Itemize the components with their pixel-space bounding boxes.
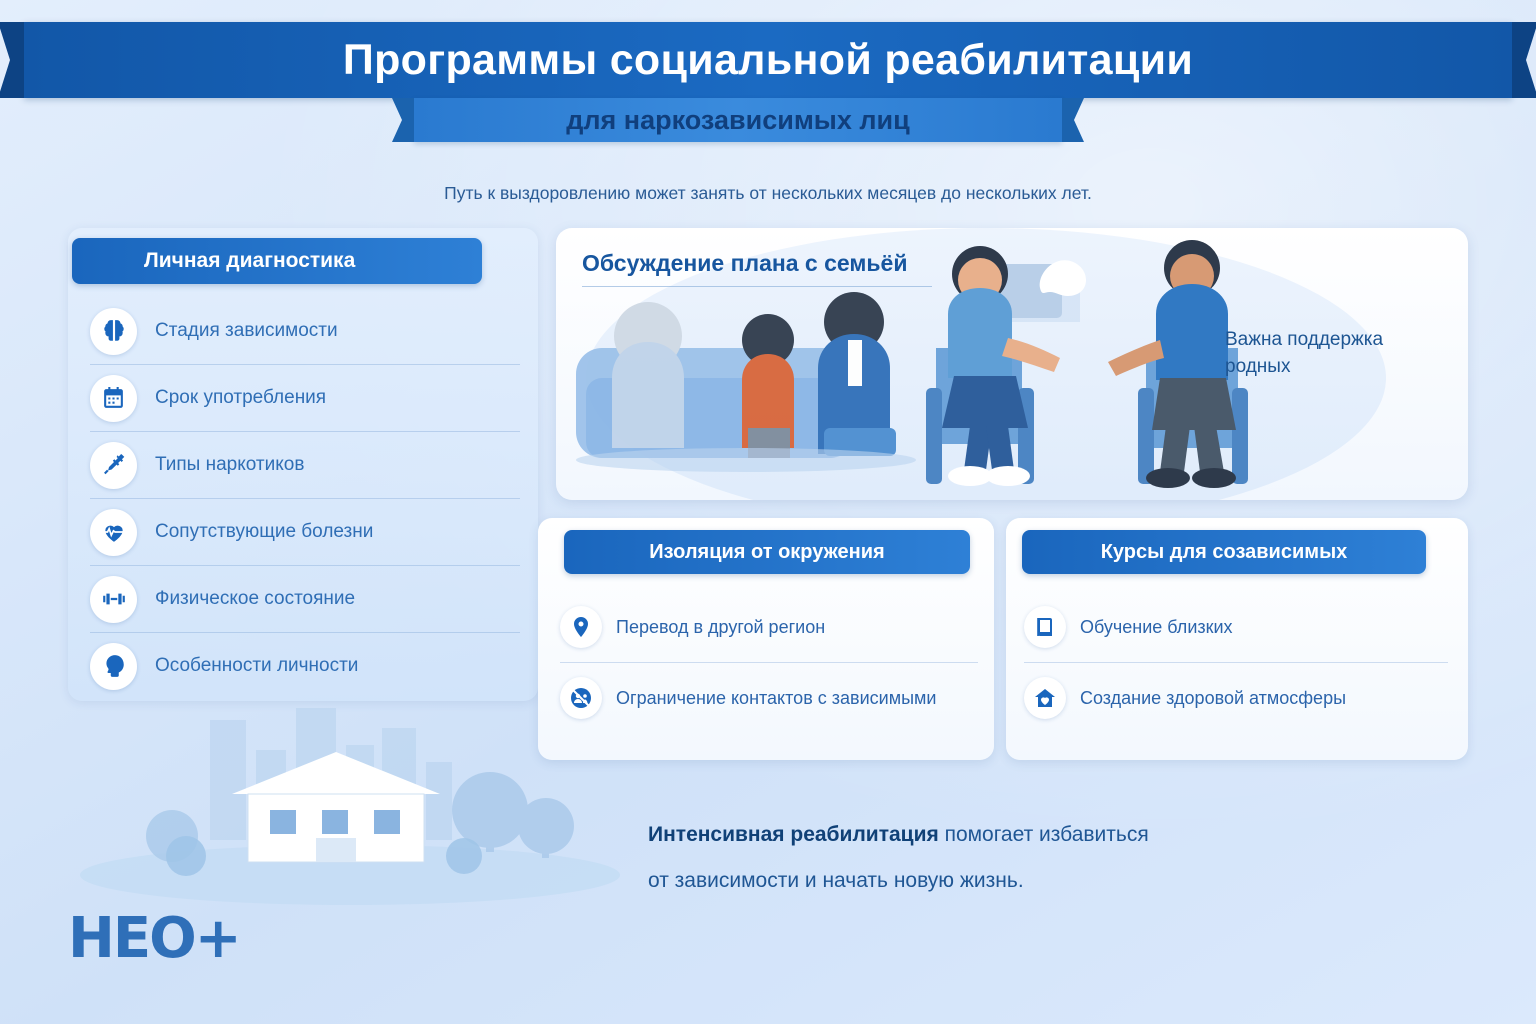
page-title: Программы социальной реабилитации [342, 35, 1194, 84]
isolation-heading-bar [564, 530, 970, 574]
list-item-label: Срок употребления [155, 387, 327, 408]
diagnostics-list [90, 298, 520, 699]
diagnostics-heading: Личная диагностика [144, 249, 356, 272]
list-item-label: Стадия зависимости [155, 320, 338, 341]
family-card-note: Важна поддержка родных [1225, 329, 1384, 377]
footer-line2: от зависимости и начать новую жизнь. [648, 869, 1024, 892]
divider [582, 286, 932, 287]
header-ribbon [24, 22, 1512, 98]
dumbbell-icon [90, 576, 137, 623]
codependent-heading-bar [1022, 530, 1426, 574]
syringe-icon [90, 442, 137, 489]
heart-pulse-icon [90, 509, 137, 556]
list-item-label: Сопутствующие болезни [155, 521, 374, 542]
town-illustration [60, 690, 640, 910]
home-heart-icon [1024, 677, 1066, 719]
header-subribbon [414, 98, 1062, 142]
list-item-label: Типы наркотиков [155, 454, 305, 475]
list-item [90, 499, 520, 566]
brain-icon [90, 308, 137, 355]
list-item [90, 298, 520, 365]
list-item [90, 365, 520, 432]
list-item [90, 432, 520, 499]
intro-text: Путь к выздоровлению может занять от нескольких месяцев до нескольких лет. [444, 183, 1092, 203]
family-discussion-card [556, 228, 1468, 500]
footer-strong: Интенсивная реабилитация [648, 823, 939, 846]
book-icon [1024, 606, 1066, 648]
calendar-icon [90, 375, 137, 422]
isolation-heading: Изоляция от окружения [649, 540, 885, 563]
footer-line1-rest: помогает избавиться [938, 823, 1149, 846]
logo [68, 908, 298, 970]
list-item [90, 566, 520, 633]
list-item-label: Обучение близких [1080, 616, 1233, 637]
family-card-title: Обсуждение плана с семьёй [582, 250, 908, 276]
list-item-label: Перевод в другой регион [616, 616, 826, 637]
footer-statement [648, 812, 1408, 904]
codependent-heading: Курсы для созависимых [1100, 540, 1348, 563]
logo-text: НЕО+ [68, 906, 240, 971]
list-item-label: Создание здоровой атмосферы [1080, 687, 1347, 708]
list-item [560, 592, 978, 663]
list-item-label: Физическое состояние [155, 588, 356, 609]
head-profile-icon [90, 643, 137, 690]
page-subtitle: для наркозависимых лиц [566, 104, 910, 135]
map-pin-icon [560, 606, 602, 648]
codependent-list [1024, 592, 1448, 733]
list-item-label: Особенности личности [155, 655, 359, 676]
list-item [1024, 663, 1448, 733]
diagnostics-heading-bar [72, 238, 482, 284]
list-item-label: Ограничение контактов с зависимыми [616, 687, 937, 708]
list-item [1024, 592, 1448, 663]
